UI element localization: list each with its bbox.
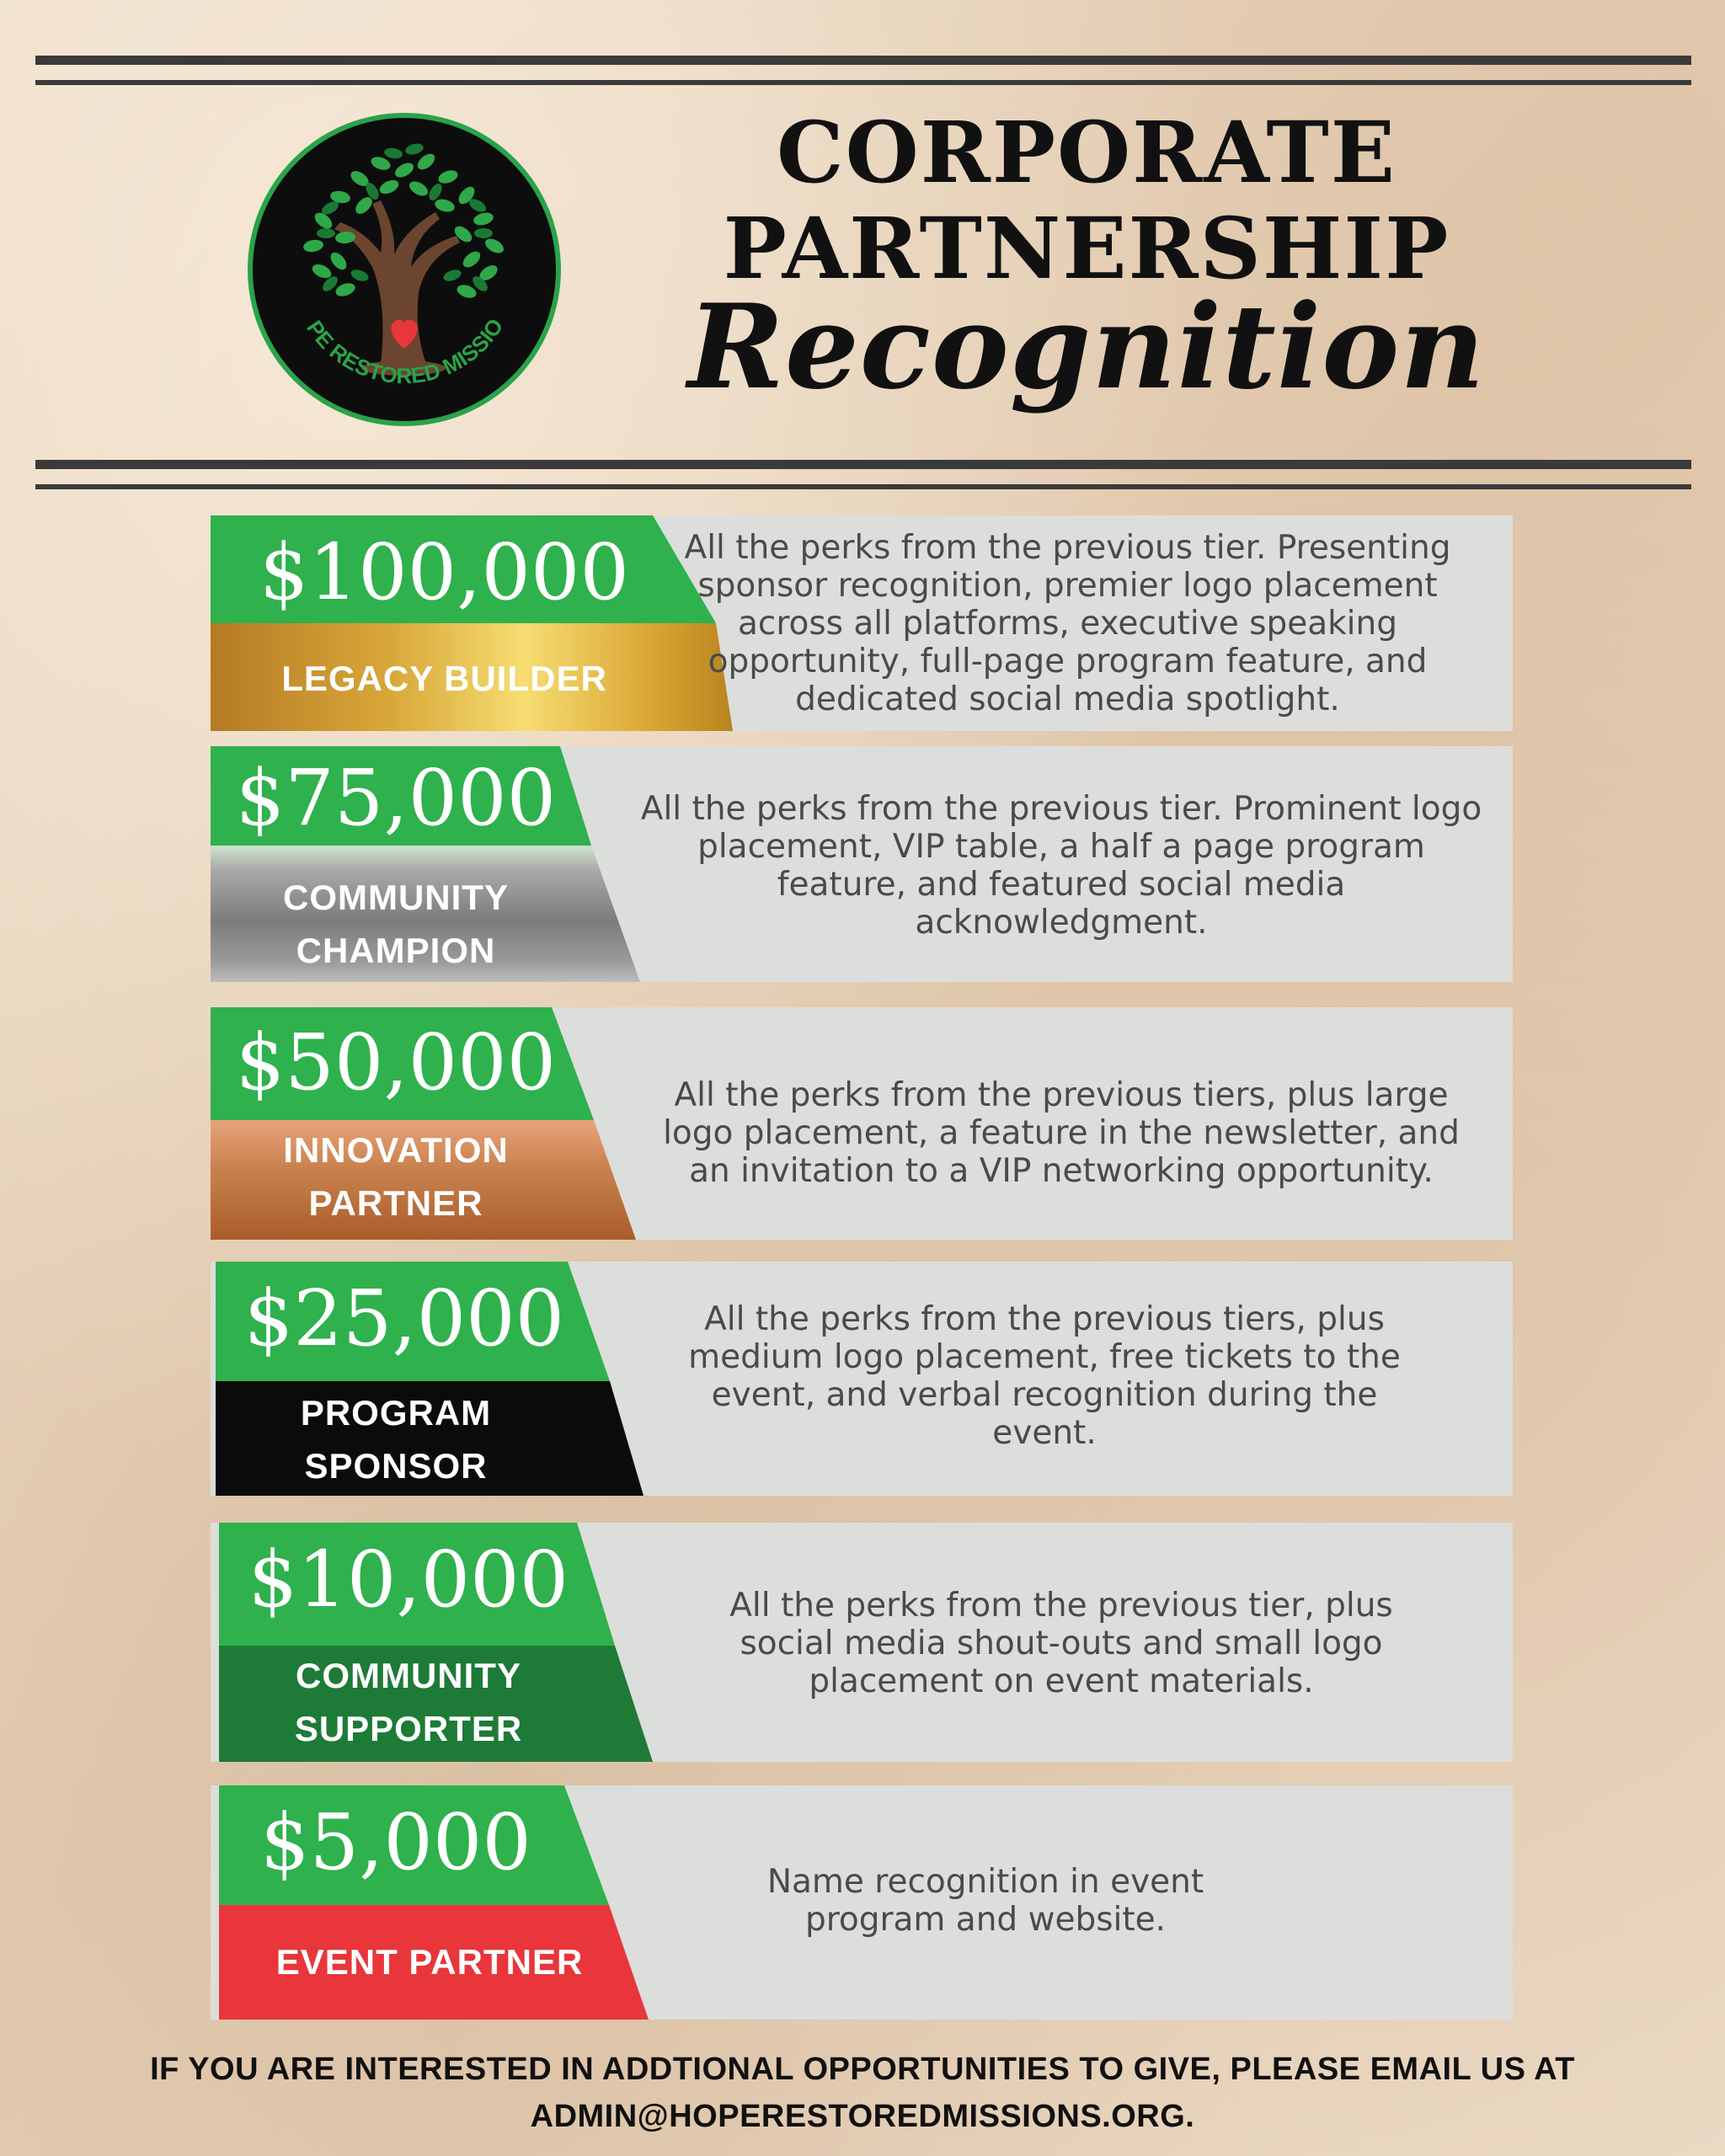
footer-line-1: IF YOU ARE INTERESTED IN ADDTIONAL OPPORTUNITIES TO GIVE, PLEASE EMAIL US AT bbox=[150, 2052, 1575, 2087]
title-recognition: Recognition bbox=[687, 278, 1486, 415]
tier-name-line2: SUPPORTER bbox=[294, 1709, 523, 1748]
tier-description: All the perks from the previous tier. Presenting sponsor recognition, premier logo placement across all platforms, executive speaking opportunity, full-page program feature, and dedicated social media spotlight. bbox=[684, 529, 1451, 718]
tier-community-supporter bbox=[211, 1523, 1513, 1762]
tier-name-line1: COMMUNITY bbox=[296, 1656, 521, 1695]
tier-name bbox=[211, 871, 581, 977]
tier-name bbox=[219, 1935, 640, 1988]
tier-name-line1: LEGACY BUILDER bbox=[281, 659, 607, 698]
tier-amount: $10,000 bbox=[248, 1534, 569, 1625]
tier-amount: $100,000 bbox=[259, 527, 629, 617]
top-rule-thin bbox=[35, 80, 1691, 85]
tier-name-line1: COMMUNITY bbox=[283, 878, 509, 917]
tier-description: Name recognition in event program and website. bbox=[766, 1863, 1204, 1939]
tier-name bbox=[211, 1386, 581, 1492]
tier-description: All the perks from the previous tiers, plus large logo placement, a feature in the newsletter, and an invitation to a VIP networking opportunity. bbox=[663, 1076, 1460, 1190]
tier-name bbox=[211, 1123, 581, 1230]
tier-name-line1: INNOVATION bbox=[283, 1130, 509, 1170]
tier-legacy-builder bbox=[211, 515, 1513, 731]
tier-name-line2: PARTNER bbox=[308, 1183, 483, 1223]
mid-rule-thick bbox=[35, 460, 1691, 469]
tier-community-champion bbox=[211, 746, 1513, 982]
tier-innovation-partner bbox=[211, 1007, 1513, 1240]
tier-description: All the perks from the previous tier. Prominent logo placement, VIP table, a half a page program feature, and featured social media acknowledgment. bbox=[640, 790, 1482, 942]
footer-email: ADMIN@HOPERESTOREDMISSIONS.ORG. bbox=[530, 2099, 1195, 2134]
tier-description: All the perks from the previous tier, plus social media shout-outs and small logo placement on event materials. bbox=[729, 1587, 1393, 1700]
tier-name-line2: SPONSOR bbox=[304, 1446, 488, 1486]
tier-name-line2: CHAMPION bbox=[296, 931, 496, 970]
tier-amount: $75,000 bbox=[235, 753, 557, 843]
logo-text: PE RESTORED MISSIO bbox=[302, 313, 509, 389]
tier-amount: $50,000 bbox=[235, 1017, 557, 1107]
tier-name-line1: PROGRAM bbox=[300, 1393, 492, 1433]
tier-name-line1: EVENT PARTNER bbox=[275, 1942, 584, 1982]
tier-program-sponsor bbox=[211, 1262, 1513, 1496]
tier-amount: $25,000 bbox=[243, 1273, 565, 1364]
mid-rule-thin bbox=[35, 484, 1691, 489]
tier-amount: $5,000 bbox=[260, 1797, 531, 1887]
tier-event-partner bbox=[211, 1785, 1513, 2020]
title-partnership: PARTNERSHIP bbox=[723, 199, 1450, 298]
title-corporate: CORPORATE bbox=[777, 103, 1397, 202]
tier-description: All the perks from the previous tiers, plus medium logo placement, free tickets to the event, and verbal recognition during the event. bbox=[688, 1300, 1401, 1452]
hope-restored-missions-logo bbox=[246, 111, 563, 428]
tier-name bbox=[211, 652, 678, 705]
tier-name bbox=[211, 1649, 606, 1755]
top-rule-thick bbox=[35, 56, 1691, 65]
